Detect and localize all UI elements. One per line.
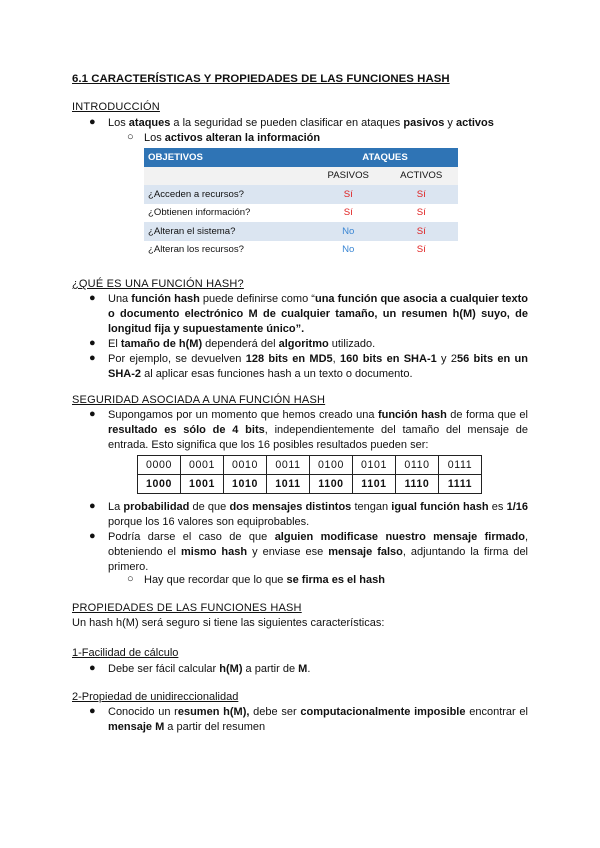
table-row: ¿Obtienen información? Sí Sí [144,204,458,223]
table-row: ¿Alteran el sistema? No Sí [144,222,458,241]
bullet-icon: ● [89,292,96,304]
table-row: 1000 1001 1010 1011 1100 1101 1110 1111 [138,475,482,494]
intro-sub-bullet: Los activos alteran la información [144,132,321,144]
hash-bullet-1: Una función hash puede definirse como “una función que asocia a cualquier texto o documento electrónico M de cualquier tamaño, un resumen h(M) suyo, de longitud fija y supuestamente único”. [108,293,528,336]
security-bullet-3: Podría darse el caso de que alguien modificase nuestro mensaje firmado, obteniendo el mismo hash y enviase ese mensaje falso, adjuntando la firma del primero. [108,531,529,574]
header-objetivos: OBJETIVOS [144,148,312,167]
bullet-icon: ● [89,408,96,420]
table-row: ¿Alteran los recursos? No Sí [144,241,458,260]
attacks-table [144,148,458,259]
subsection-heading-facilidad: 1-Facilidad de cálculo [72,647,179,659]
page-title: 6.1 CARACTERÍSTICAS Y PROPIEDADES DE LAS FUNCIONES HASH [72,73,450,85]
sub-bullet-icon: ○ [127,573,134,585]
bullet-icon: ● [89,705,96,717]
hash-bullet-3: Por ejemplo, se devuelven 128 bits en MD5, 160 bits en SHA-1 y 256 bits en un SHA-2 al aplicar esas funciones hash a un texto o documento. [108,353,528,381]
bullet-icon: ● [89,530,96,542]
header-pasivos: PASIVOS [312,167,384,186]
binary-values-table [137,455,482,494]
security-sub-bullet: Hay que recordar que lo que se firma es el hash [144,574,385,586]
section-heading-que-es-hash: ¿QUÉ ES UNA FUNCIÓN HASH? [72,278,244,290]
sub-bullet-icon: ○ [127,131,134,143]
bullet-icon: ● [89,352,96,364]
subsection-heading-unidireccionalidad: 2-Propiedad de unidireccionalidad [72,691,239,703]
attacks-table-header [144,148,458,167]
bullet-icon: ● [89,116,96,128]
bullet-icon: ● [89,500,96,512]
attacks-table-subheader [144,167,458,186]
bullet-icon: ● [89,662,96,674]
table-row: 0000 0001 0010 0011 0100 0101 0110 0111 [138,456,482,475]
props-bullet-1: Debe ser fácil calcular h(M) a partir de M. [108,663,311,675]
props-intro: Un hash h(M) será seguro si tiene las siguientes características: [72,617,385,629]
props-bullet-2: Conocido un resumen h(M), debe ser computacionalmente imposible encontrar el mensaje M a partir del resumen [108,706,528,734]
section-heading-seguridad: SEGURIDAD ASOCIADA A UNA FUNCIÓN HASH [72,394,326,406]
section-heading-propiedades: PROPIEDADES DE LAS FUNCIONES HASH [72,602,302,614]
header-ataques: ATAQUES [312,148,458,167]
security-bullet-1: Supongamos por un momento que hemos creado una función hash de forma que el resultado es sólo de 4 bits, independientemente del tamaño del mensaje de entrada. Esto significa que los 16 posibles resultados pueden ser: [108,409,529,452]
security-bullet-2: La probabilidad de que dos mensajes distintos tengan igual función hash es 1/16 porque los 16 valores son equiprobables. [108,501,528,529]
header-activos: ACTIVOS [384,167,458,186]
bullet-icon: ● [89,337,96,349]
table-row: ¿Acceden a recursos? Sí Sí [144,185,458,204]
intro-bullet-1: Los ataques a la seguridad se pueden clasificar en ataques pasivos y activos [108,117,494,129]
hash-bullet-2: El tamaño de h(M) dependerá del algoritmo utilizado. [108,338,376,350]
section-heading-introduccion: INTRODUCCIÓN [72,101,160,113]
